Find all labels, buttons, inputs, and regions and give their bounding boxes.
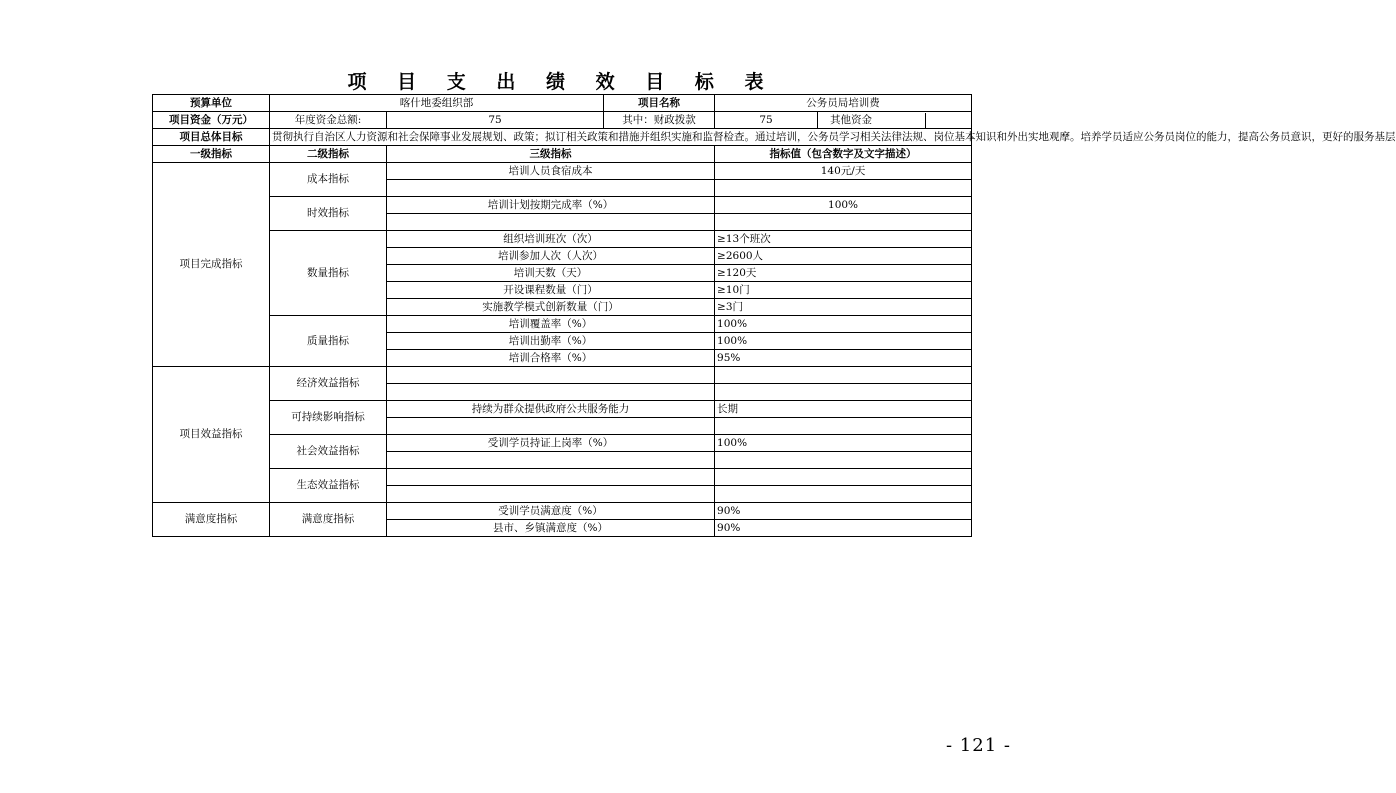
table-row: [153, 469, 972, 486]
indicator-value: ≥10门: [715, 282, 972, 299]
indicator-value: [715, 418, 972, 435]
indicator-value: 90%: [715, 520, 972, 537]
col-level2: 二级指标: [270, 146, 387, 163]
indicator-value: [715, 469, 972, 486]
table-row: [153, 435, 972, 452]
indicator-value: [715, 180, 972, 197]
other-funds-label: 其他资金: [830, 113, 873, 126]
indicator-name: [387, 469, 715, 486]
col-value: 指标值（包含数字及文字描述）: [715, 146, 972, 163]
group-completion: 项目完成指标: [153, 163, 270, 367]
budget-unit-row: [153, 95, 972, 112]
indicator-value: ≥120天: [715, 265, 972, 282]
goal-row: [153, 129, 972, 146]
indicator-value: 长期: [715, 401, 972, 418]
indicator-value: 100%: [715, 197, 972, 214]
indicator-name: [387, 452, 715, 469]
table-row: [153, 316, 972, 333]
budget-unit-label: 预算单位: [153, 95, 270, 112]
indicator-name: 培训出勤率（%）: [387, 333, 715, 350]
group-benefit: 项目效益指标: [153, 367, 270, 503]
funds-row: [153, 112, 972, 129]
performance-target-table: [152, 94, 1396, 537]
indicator-name: 培训参加人次（人次）: [387, 248, 715, 265]
indicator-value: ≥2600人: [715, 248, 972, 265]
goal-text: 贯彻执行自治区人力资源和社会保障事业发展规划、政策；拟订相关政策和措施并组织实施和监督检查。通过培训，公务员学习相关法律法规、岗位基本知识和外出实地观摩。培养学员适应公务员岗位的能力，提高公务员意识，更好的服务基层: [270, 129, 972, 146]
subgroup-timeliness: 时效指标: [270, 197, 387, 231]
document-title: 项 目 支 出 绩 效 目 标 表: [347, 71, 776, 93]
indicator-value: 100%: [715, 435, 972, 452]
indicator-value: 95%: [715, 350, 972, 367]
col-level3: 三级指标: [387, 146, 715, 163]
table-row: [153, 163, 972, 180]
project-name-value: 公务员局培训费: [715, 95, 972, 112]
other-funds-cell: [818, 112, 972, 129]
subgroup-quality: 质量指标: [270, 316, 387, 367]
table-row: [153, 197, 972, 214]
indicator-value: [715, 367, 972, 384]
group-satisfaction: 满意度指标: [153, 503, 270, 537]
indicator-name: [387, 418, 715, 435]
indicator-name: 持续为群众提供政府公共服务能力: [387, 401, 715, 418]
indicator-name: [387, 367, 715, 384]
indicator-name: 培训计划按期完成率（%）: [387, 197, 715, 214]
subgroup-sustainable: 可持续影响指标: [270, 401, 387, 435]
other-funds-value: [925, 113, 926, 128]
funds-label: 项目资金（万元）: [153, 112, 270, 129]
indicator-value: [715, 486, 972, 503]
indicator-value: ≥3门: [715, 299, 972, 316]
indicator-value: ≥13个班次: [715, 231, 972, 248]
indicator-name: 培训合格率（%）: [387, 350, 715, 367]
page-number: - 121 -: [946, 735, 1011, 756]
fiscal-label: 其中：财政拨款: [604, 112, 715, 129]
col-level1: 一级指标: [153, 146, 270, 163]
indicator-value: [715, 452, 972, 469]
indicator-name: 培训人员食宿成本: [387, 163, 715, 180]
indicator-name: 县市、乡镇满意度（%）: [387, 520, 715, 537]
goal-label: 项目总体目标: [153, 129, 270, 146]
subgroup-cost: 成本指标: [270, 163, 387, 197]
annual-total-label: 年度资金总额:: [270, 112, 387, 129]
subgroup-economic: 经济效益指标: [270, 367, 387, 401]
indicator-name: [387, 180, 715, 197]
table-row: [153, 401, 972, 418]
indicator-value: 140元/天: [715, 163, 972, 180]
indicator-name: 组织培训班次（次）: [387, 231, 715, 248]
indicator-value: 100%: [715, 333, 972, 350]
indicator-name: 受训学员持证上岗率（%）: [387, 435, 715, 452]
subgroup-satisfaction: 满意度指标: [270, 503, 387, 537]
subgroup-ecological: 生态效益指标: [270, 469, 387, 503]
indicator-name: [387, 214, 715, 231]
indicator-name: 实施教学模式创新数量（门）: [387, 299, 715, 316]
indicator-value: [715, 214, 972, 231]
indicator-name: [387, 486, 715, 503]
subgroup-social: 社会效益指标: [270, 435, 387, 469]
subgroup-quantity: 数量指标: [270, 231, 387, 316]
indicator-name: 培训天数（天）: [387, 265, 715, 282]
indicator-value: 90%: [715, 503, 972, 520]
fiscal-value: 75: [715, 112, 818, 129]
indicator-name: 培训覆盖率（%）: [387, 316, 715, 333]
table-row: [153, 231, 972, 248]
indicator-name: 开设课程数量（门）: [387, 282, 715, 299]
budget-unit-value: 喀什地委组织部: [270, 95, 604, 112]
table-row: [153, 503, 972, 520]
table-row: [153, 367, 972, 384]
annual-total-value: 75: [387, 112, 604, 129]
indicator-name: 受训学员满意度（%）: [387, 503, 715, 520]
indicator-value: [715, 384, 972, 401]
indicator-name: [387, 384, 715, 401]
project-name-label: 项目名称: [604, 95, 715, 112]
column-header-row: [153, 146, 972, 163]
indicator-value: 100%: [715, 316, 972, 333]
